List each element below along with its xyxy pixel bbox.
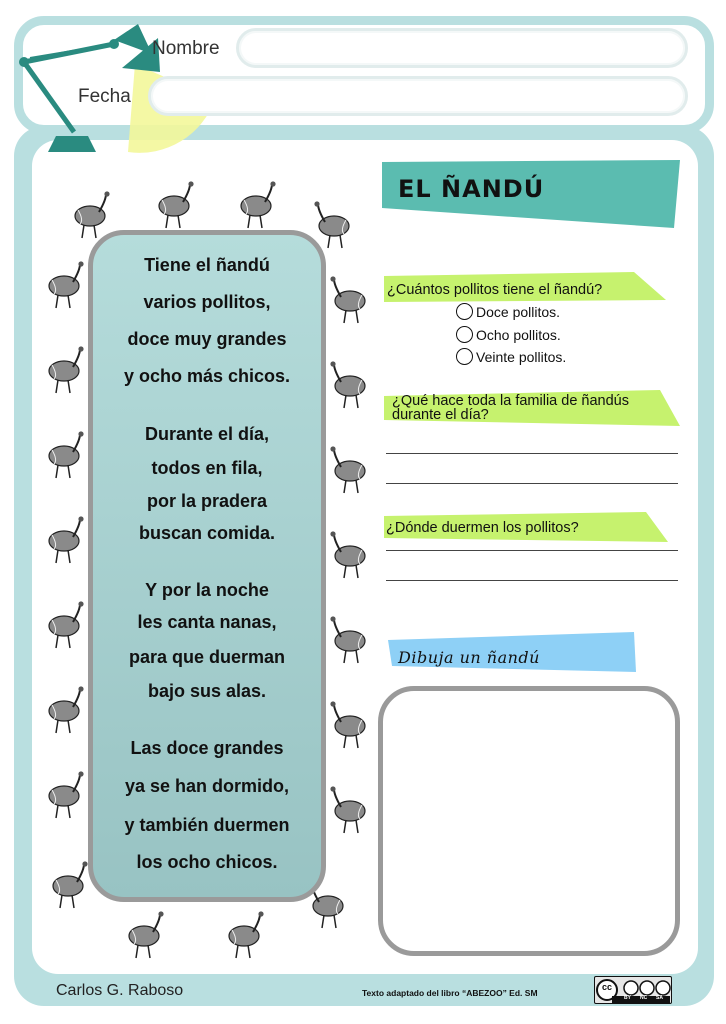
- radio-circle-icon[interactable]: [456, 303, 473, 320]
- page-title: EL ÑANDÚ: [398, 175, 545, 203]
- drawing-label: Dibuja un ñandú: [398, 648, 540, 667]
- poem-line: Y por la noche: [145, 580, 269, 600]
- question-2-line: ¿Qué hace toda la familia de ñandús: [392, 393, 629, 409]
- radio-circle-icon[interactable]: [456, 326, 473, 343]
- rhea-bird-icon: [150, 180, 202, 230]
- name-label: Nombre: [152, 38, 220, 59]
- poem-line: y ocho más chicos.: [123, 366, 291, 386]
- poem-line: varios pollitos,: [143, 292, 271, 312]
- rhea-bird-icon: [322, 360, 374, 410]
- answer-line[interactable]: [386, 580, 678, 581]
- question-2-line: durante el día?: [392, 407, 489, 423]
- answer-line[interactable]: [386, 550, 678, 551]
- rhea-bird-icon: [40, 260, 92, 310]
- rhea-bird-icon: [40, 515, 92, 565]
- question-2-text: [392, 394, 629, 422]
- poem-line: bajo sus alas.: [147, 681, 267, 701]
- answer-option[interactable]: [456, 326, 561, 343]
- rhea-bird-icon: [40, 600, 92, 650]
- license-cc-text: cc: [602, 982, 613, 992]
- poem-line: por la pradera: [146, 491, 268, 511]
- poem-line: ya se han dormido,: [124, 776, 290, 796]
- rhea-bird-icon: [322, 445, 374, 495]
- answer-option[interactable]: [456, 303, 560, 320]
- date-field[interactable]: [148, 76, 688, 116]
- answer-option[interactable]: [456, 348, 566, 365]
- name-field[interactable]: [236, 28, 688, 68]
- license-label: BY: [624, 995, 631, 1001]
- answer-option-label: Ocho pollitos.: [476, 326, 561, 343]
- rhea-bird-icon: [322, 785, 374, 835]
- rhea-bird-icon: [322, 615, 374, 665]
- question-3-text: ¿Dónde duermen los pollitos?: [386, 520, 579, 536]
- rhea-bird-icon: [40, 430, 92, 480]
- poem-line: y también duermen: [124, 815, 290, 835]
- question-1-text: ¿Cuántos pollitos tiene el ñandú?: [387, 282, 603, 298]
- radio-circle-icon[interactable]: [456, 348, 473, 365]
- rhea-bird-icon: [40, 345, 92, 395]
- poem-line: buscan comida.: [138, 523, 276, 543]
- rhea-bird-icon: [322, 530, 374, 580]
- poem-line: doce muy grandes: [127, 329, 287, 349]
- rhea-bird-icon: [120, 910, 172, 960]
- poem-line: les canta nanas,: [137, 612, 277, 632]
- date-label: Fecha: [78, 86, 131, 107]
- rhea-bird-icon: [322, 275, 374, 325]
- answer-option-label: Veinte pollitos.: [476, 348, 567, 365]
- rhea-bird-icon: [322, 700, 374, 750]
- poem-line: para que duerman: [128, 647, 286, 667]
- rhea-bird-icon: [232, 180, 284, 230]
- license-label: SA: [656, 995, 663, 1001]
- author-name: Carlos G. Raboso: [56, 982, 184, 999]
- poem-line: los ocho chicos.: [136, 852, 278, 872]
- answer-option-label: Doce pollitos.: [476, 303, 561, 320]
- poem-line: Las doce grandes: [130, 738, 284, 758]
- drawing-area[interactable]: [378, 686, 680, 956]
- rhea-bird-icon: [220, 910, 272, 960]
- source-credit: Texto adaptado del libro “ABEZOO” Ed. SM: [362, 988, 538, 998]
- license-label: NC: [640, 995, 648, 1001]
- poem-line: Durante el día,: [144, 424, 270, 444]
- rhea-bird-icon: [40, 770, 92, 820]
- answer-line[interactable]: [386, 453, 678, 454]
- answer-line[interactable]: [386, 483, 678, 484]
- poem-line: Tiene el ñandú: [144, 255, 270, 275]
- rhea-bird-icon: [40, 685, 92, 735]
- poem-line: todos en fila,: [151, 458, 263, 478]
